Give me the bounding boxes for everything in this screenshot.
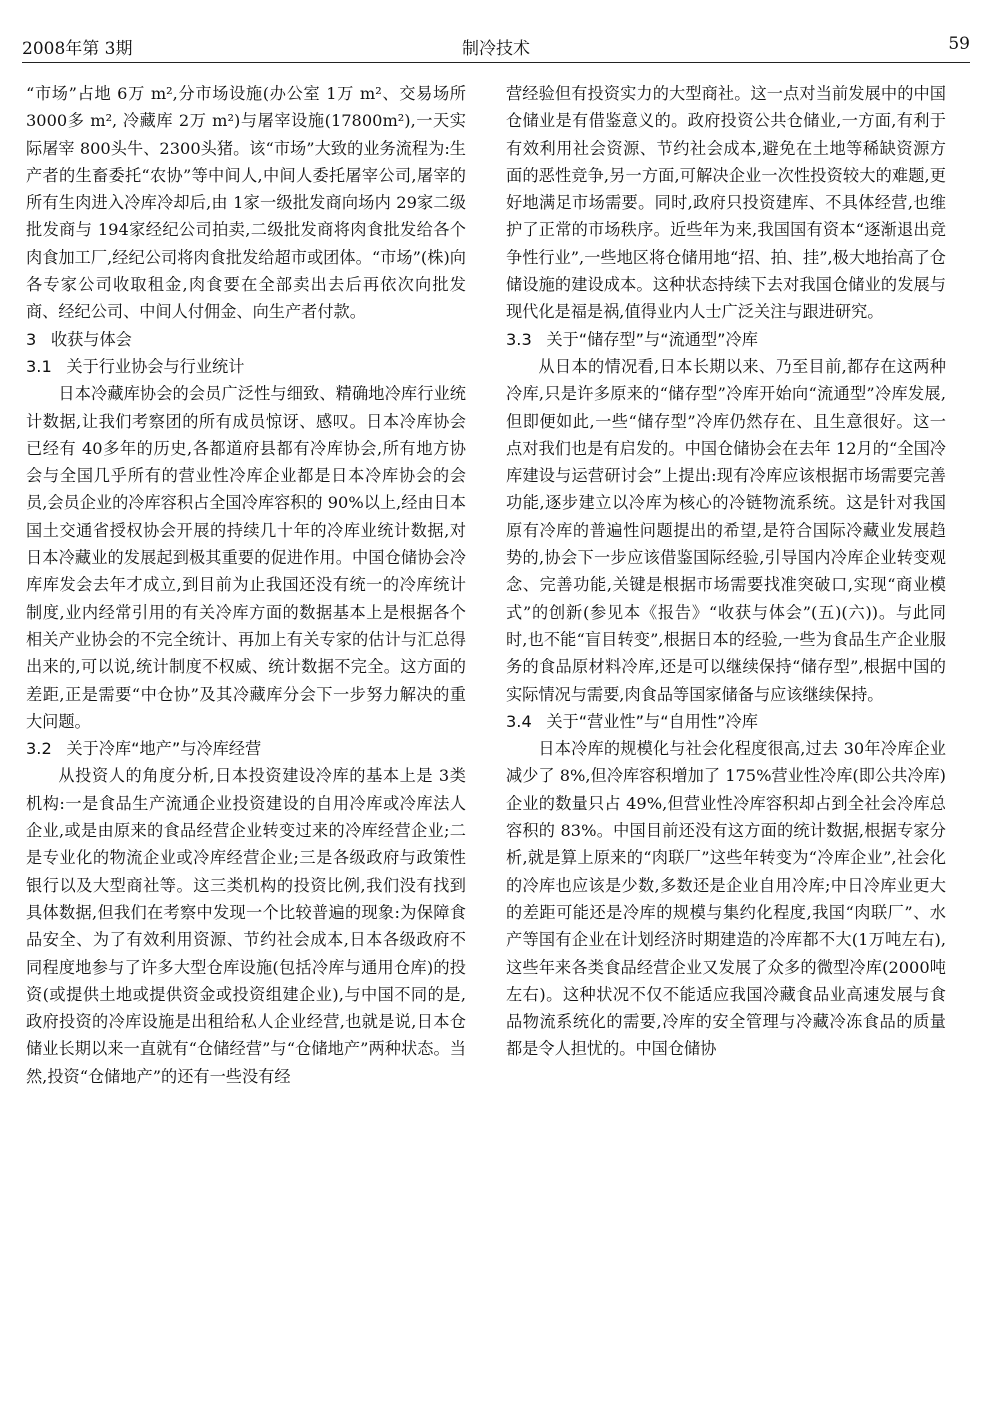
- section-title: 关于行业协会与行业统计: [66, 356, 245, 376]
- section-3-2-paragraph: 从投资人的角度分析,日本投资建设冷库的基本上是 3类机构:一是食品生产流通企业投资建设的自用冷库或冷库法人企业,或是由原来的食品经营企业转变过来的冷库经营企业;二是专业化的物流企业或冷库经营企业;三是各级政府与政策性银行以及大型商社等。这三类机构的投资比例,我们没有找到具体数据,但我们在考察中发现一个比较普遍的现象:为保障食品安全、为了有效利用资源、节约社会成本,日本各级政府不同程度地参与了许多大型仓库设施(包括冷库与通用仓库)的投资(或提供土地或提供资金或投资组建企业),与中国不同的是,政府投资的冷库设施是出租给私人企业经营,也就是说,日本仓储业长期以来一直就有“仓储经营”与“仓储地产”两种状态。当然,投资“仓储地产”的还有一些没有经: [26, 766, 466, 1086]
- section-3-2-heading: [26, 735, 466, 762]
- running-header: [22, 34, 970, 60]
- continued-paragraph: 营经验但有投资实力的大型商社。这一点对当前发展中的中国仓储业是有借鉴意义的。政府投资公共仓储业,一方面,有利于有效利用社会资源、节约社会成本,避免在土地等稀缺资源方面的恶性竞争,另一方面,可解决企业一次性投资较大的难题,更好地满足市场需要。同时,政府只投资建库、不具体经营,也维护了正常的市场秩序。近些年为来,我国国有资本“逐渐退出竞争性行业”,一些地区将仓储用地“招、拍、挂”,极大地抬高了仓储设施的建设成本。这种状态持续下去对我国仓储业的发展与现代化是福是祸,值得业内人士广泛关注与跟进研究。: [506, 84, 946, 322]
- journal-title: 制冷技术: [462, 39, 530, 59]
- section-3-heading: [26, 326, 466, 353]
- page-number: 59: [948, 34, 970, 54]
- right-column: [506, 80, 946, 1063]
- section-3-3-paragraph: 从日本的情况看,日本长期以来、乃至目前,都存在这两种冷库,只是许多原来的“储存型”冷库开始向“流通型”冷库发展,但即便如此,一些“储存型”冷库仍然存在、且生意很好。这一点对我们也是有启发的。中国仓储协会在去年 12月的“全国冷库建设与运营研讨会”上提出:现有冷库应该根据市场需要完善功能,逐步建立以冷库为核心的冷链物流系统。这是针对我国原有冷库的普遍性问题提出的希望,是符合国际冷藏业发展趋势的,协会下一步应该借鉴国际经验,引导国内冷库企业转变观念、完善功能,关键是根据市场需要找准突破口,实现“商业模式”的创新(参见本《报告》“收获与体会”(五)(六))。与此同时,也不能“盲目转变”,根据日本的经验,一些为食品生产企业服务的食品原材料冷库,还是可以继续保持“储存型”,根据中国的实际情况与需要,肉食品等国家储备与应该继续保持。: [506, 356, 946, 704]
- left-column: [26, 80, 466, 1090]
- section-number: 3.3: [506, 329, 532, 349]
- section-number: 3: [26, 329, 37, 349]
- header-rule: [22, 62, 970, 63]
- section-title: 关于“营业性”与“自用性”冷库: [546, 711, 758, 731]
- section-3-1-paragraph: 日本冷藏库协会的会员广泛性与细致、精确地冷库行业统计数据,让我们考察团的所有成员惊讶、感叹。日本冷库协会已经有 40多年的历史,各都道府县都有冷库协会,所有地方协会与全国几乎所有的营业性冷库企业都是日本冷库协会的会员,会员企业的冷库容积占全国冷库容积的 90%以上,经由日本国土交通省授权协会开展的持续几十年的冷库业统计数据,对日本冷藏业的发展起到极其重要的促进作用。中国仓储协会冷库库发会去年才成立,到目前为止我国还没有统一的冷库统计制度,业内经常引用的有关冷库方面的数据基本上是根据各个相关产业协会的不完全统计、再加上有关专家的估计与汇总得出来的,可以说,统计制度不权威、统计数据不完全。这方面的差距,正是需要“中仓协”及其冷藏库分会下一步努力解决的重大问题。: [26, 384, 466, 731]
- section-number: 3.2: [26, 739, 52, 759]
- section-number: 3.1: [26, 356, 52, 376]
- section-number: 3.4: [506, 711, 532, 731]
- intro-paragraph: “市场”占地 6万 m²,分市场设施(办公室 1万 m²、交易场所 3000多 m², 冷藏库 2万 m²)与屠宰设施(17800m²),一天实际屠宰 800头牛、2300头猪。该“市场”大致的业务流程为:生产者的生畜委托“农协”等中间人,中间人委托屠宰公司,屠宰的所有生肉进入冷库冷却后,由 1家一级批发商向场内 29家二级批发商与 194家经纪公司拍卖,二级批发商将肉食批发给各个肉食加工厂,经纪公司将肉食批发给超市或团体。“市场”(株)向各专家公司收取租金,肉食要在全部卖出去后再依次向批发商、经纪公司、中间人付佣金、向生产者付款。: [26, 84, 466, 322]
- section-3-1-heading: [26, 353, 466, 380]
- section-3-4-paragraph: 日本冷库的规模化与社会化程度很高,过去 30年冷库企业减少了 8%,但冷库容积增加了 175%营业性冷库(即公共冷库)企业的数量只占 49%,但营业性冷库容积却占到全社会冷库总容积的 83%。中国目前还没有这方面的统计数据,根据专家分析,就是算上原来的“肉联厂”这些年转变为“冷库企业”,社会化的冷库也应该是少数,多数还是企业自用冷库;中日冷库业更大的差距可能还是冷库的规模与集约化程度,我国“肉联厂”、水产等国有企业在计划经济时期建造的冷库都不大(1万吨左右),这些年来各类食品经营企业又发展了众多的微型冷库(2000吨左右)。这种状况不仅不能适应我国冷藏食品业高速发展与食品物流系统化的需要,冷库的安全管理与冷藏冷冻食品的质量都是令人担忧的。中国仓储协: [506, 739, 946, 1059]
- issue-label: 2008年第 3期: [22, 39, 133, 59]
- section-title: 关于“储存型”与“流通型”冷库: [546, 329, 758, 349]
- section-title: 关于冷库“地产”与冷库经营: [66, 739, 262, 759]
- section-title: 收获与体会: [50, 329, 132, 349]
- section-3-4-heading: [506, 708, 946, 735]
- section-3-3-heading: [506, 326, 946, 353]
